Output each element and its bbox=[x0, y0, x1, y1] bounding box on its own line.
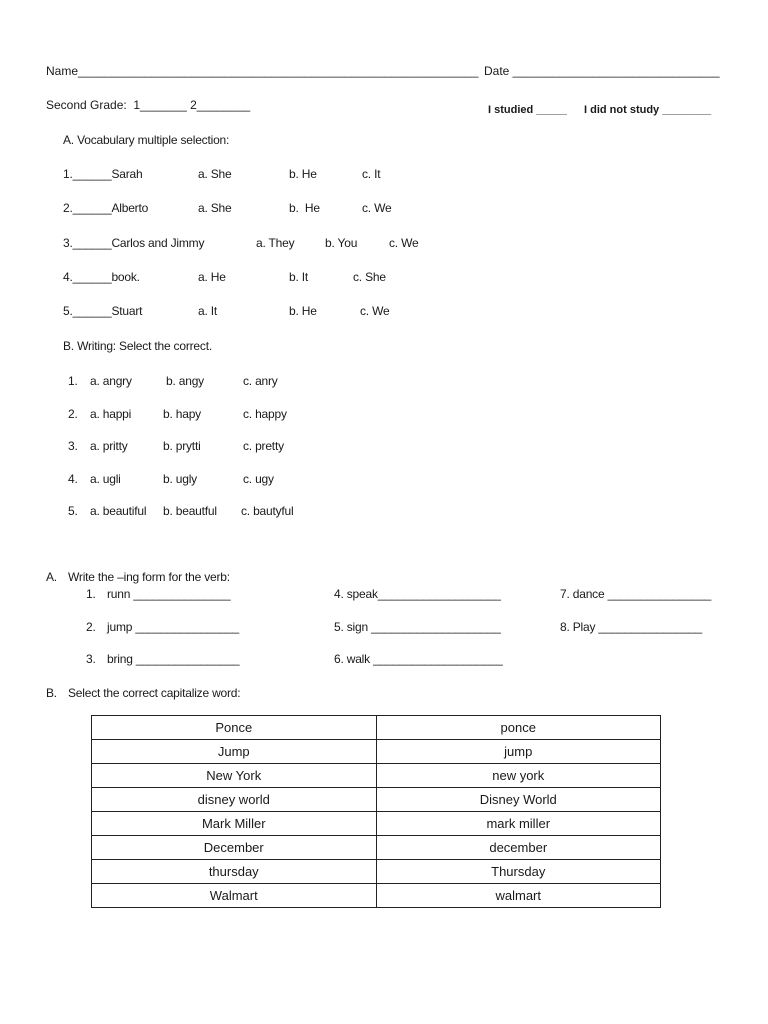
vocab-option[interactable]: c. We bbox=[360, 304, 390, 318]
writing-option[interactable]: c. pretty bbox=[243, 439, 284, 453]
vocab-option[interactable]: b. He bbox=[289, 304, 317, 318]
grade-field[interactable]: Second Grade: 1_______ 2________ bbox=[46, 98, 251, 112]
writing-option[interactable]: b. hapy bbox=[163, 407, 201, 421]
ing-blank-speak[interactable]: 4. speak___________________ bbox=[334, 587, 501, 601]
table-row bbox=[92, 764, 661, 788]
table-cell[interactable]: thursday bbox=[92, 860, 377, 884]
writing-option[interactable]: a. pritty bbox=[90, 439, 128, 453]
vocab-option[interactable]: c. We bbox=[389, 236, 419, 250]
table-cell[interactable]: walmart bbox=[376, 884, 661, 908]
table-cell[interactable]: mark miller bbox=[376, 812, 661, 836]
vocab-option[interactable]: a. It bbox=[198, 304, 218, 318]
vocab-option[interactable]: b. It bbox=[289, 270, 309, 284]
vocab-item-5: 5.______Stuart bbox=[63, 304, 143, 318]
vocab-option[interactable]: a. She bbox=[198, 201, 232, 215]
vocab-option[interactable]: a. They bbox=[256, 236, 295, 250]
table-cell[interactable]: New York bbox=[92, 764, 377, 788]
ing-item-number: 1. bbox=[86, 587, 96, 601]
writing-option[interactable]: a. beautiful bbox=[90, 504, 147, 518]
table-cell[interactable]: Disney World bbox=[376, 788, 661, 812]
vocab-item-4: 4.______book. bbox=[63, 270, 140, 284]
writing-option[interactable]: c. anry bbox=[243, 374, 278, 388]
capitalize-table bbox=[91, 715, 661, 908]
writing-option[interactable]: c. ugy bbox=[243, 472, 274, 486]
table-row bbox=[92, 812, 661, 836]
vocab-option[interactable]: c. We bbox=[362, 201, 392, 215]
writing-item-number: 3. bbox=[68, 439, 78, 453]
writing-option[interactable]: b. beautful bbox=[163, 504, 217, 518]
writing-option[interactable]: c. bautyful bbox=[241, 504, 294, 518]
table-cell[interactable]: jump bbox=[376, 740, 661, 764]
table-cell[interactable]: Jump bbox=[92, 740, 377, 764]
ing-blank-walk[interactable]: 6. walk ____________________ bbox=[334, 652, 503, 666]
writing-item-number: 1. bbox=[68, 374, 78, 388]
ing-blank-runn[interactable]: runn _______________ bbox=[107, 587, 231, 601]
vocab-option[interactable]: c. She bbox=[353, 270, 386, 284]
table-cell[interactable]: December bbox=[92, 836, 377, 860]
vocab-option[interactable]: a. He bbox=[198, 270, 226, 284]
ing-blank-jump[interactable]: jump ________________ bbox=[107, 620, 239, 634]
writing-option[interactable]: b. prytti bbox=[163, 439, 201, 453]
ing-blank-sign[interactable]: 5. sign ____________________ bbox=[334, 620, 501, 634]
vocab-option[interactable]: b. He bbox=[289, 201, 320, 215]
writing-option[interactable]: c. happy bbox=[243, 407, 287, 421]
capitalize-section-label: B. bbox=[46, 686, 57, 700]
table-cell[interactable]: Thursday bbox=[376, 860, 661, 884]
table-cell[interactable]: december bbox=[376, 836, 661, 860]
not-studied-field[interactable]: I did not study ________ bbox=[584, 104, 712, 116]
table-cell[interactable]: disney world bbox=[92, 788, 377, 812]
table-row bbox=[92, 884, 661, 908]
table-cell[interactable]: ponce bbox=[376, 716, 661, 740]
writing-option[interactable]: b. ugly bbox=[163, 472, 197, 486]
writing-option[interactable]: a. angry bbox=[90, 374, 132, 388]
writing-option[interactable]: a. happi bbox=[90, 407, 132, 421]
capitalize-section-title: Select the correct capitalize word: bbox=[68, 686, 241, 700]
ing-blank-dance[interactable]: 7. dance ________________ bbox=[560, 587, 712, 601]
ing-item-number: 3. bbox=[86, 652, 96, 666]
vocab-option[interactable]: c. It bbox=[362, 167, 381, 181]
ing-section-label: A. bbox=[46, 570, 57, 584]
vocab-option[interactable]: a. She bbox=[198, 167, 232, 181]
vocab-item-2: 2.______Alberto bbox=[63, 201, 149, 215]
writing-item-number: 2. bbox=[68, 407, 78, 421]
writing-option[interactable]: b. angy bbox=[166, 374, 204, 388]
vocab-title: A. Vocabulary multiple selection: bbox=[63, 133, 230, 147]
writing-title: B. Writing: Select the correct. bbox=[63, 339, 212, 353]
table-cell[interactable]: new york bbox=[376, 764, 661, 788]
vocab-option[interactable]: b. He bbox=[289, 167, 317, 181]
writing-item-number: 4. bbox=[68, 472, 78, 486]
ing-blank-play[interactable]: 8. Play ________________ bbox=[560, 620, 703, 634]
table-cell[interactable]: Mark Miller bbox=[92, 812, 377, 836]
table-row bbox=[92, 836, 661, 860]
table-cell[interactable]: Walmart bbox=[92, 884, 377, 908]
table-row bbox=[92, 740, 661, 764]
date-field[interactable]: Date _______________________________ bbox=[484, 64, 720, 78]
writing-item-number: 5. bbox=[68, 504, 78, 518]
table-row bbox=[92, 788, 661, 812]
table-row bbox=[92, 860, 661, 884]
ing-blank-bring[interactable]: bring ________________ bbox=[107, 652, 240, 666]
ing-item-number: 2. bbox=[86, 620, 96, 634]
vocab-item-1: 1.______Sarah bbox=[63, 167, 143, 181]
writing-option[interactable]: a. ugli bbox=[90, 472, 121, 486]
studied-field[interactable]: I studied _____ bbox=[488, 104, 567, 116]
table-row bbox=[92, 716, 661, 740]
name-field[interactable]: Name____________________________________________________________ bbox=[46, 64, 479, 78]
table-cell[interactable]: Ponce bbox=[92, 716, 377, 740]
vocab-option[interactable]: b. You bbox=[325, 236, 358, 250]
vocab-item-3: 3.______Carlos and Jimmy bbox=[63, 236, 205, 250]
ing-section-title: Write the –ing form for the verb: bbox=[68, 570, 230, 584]
